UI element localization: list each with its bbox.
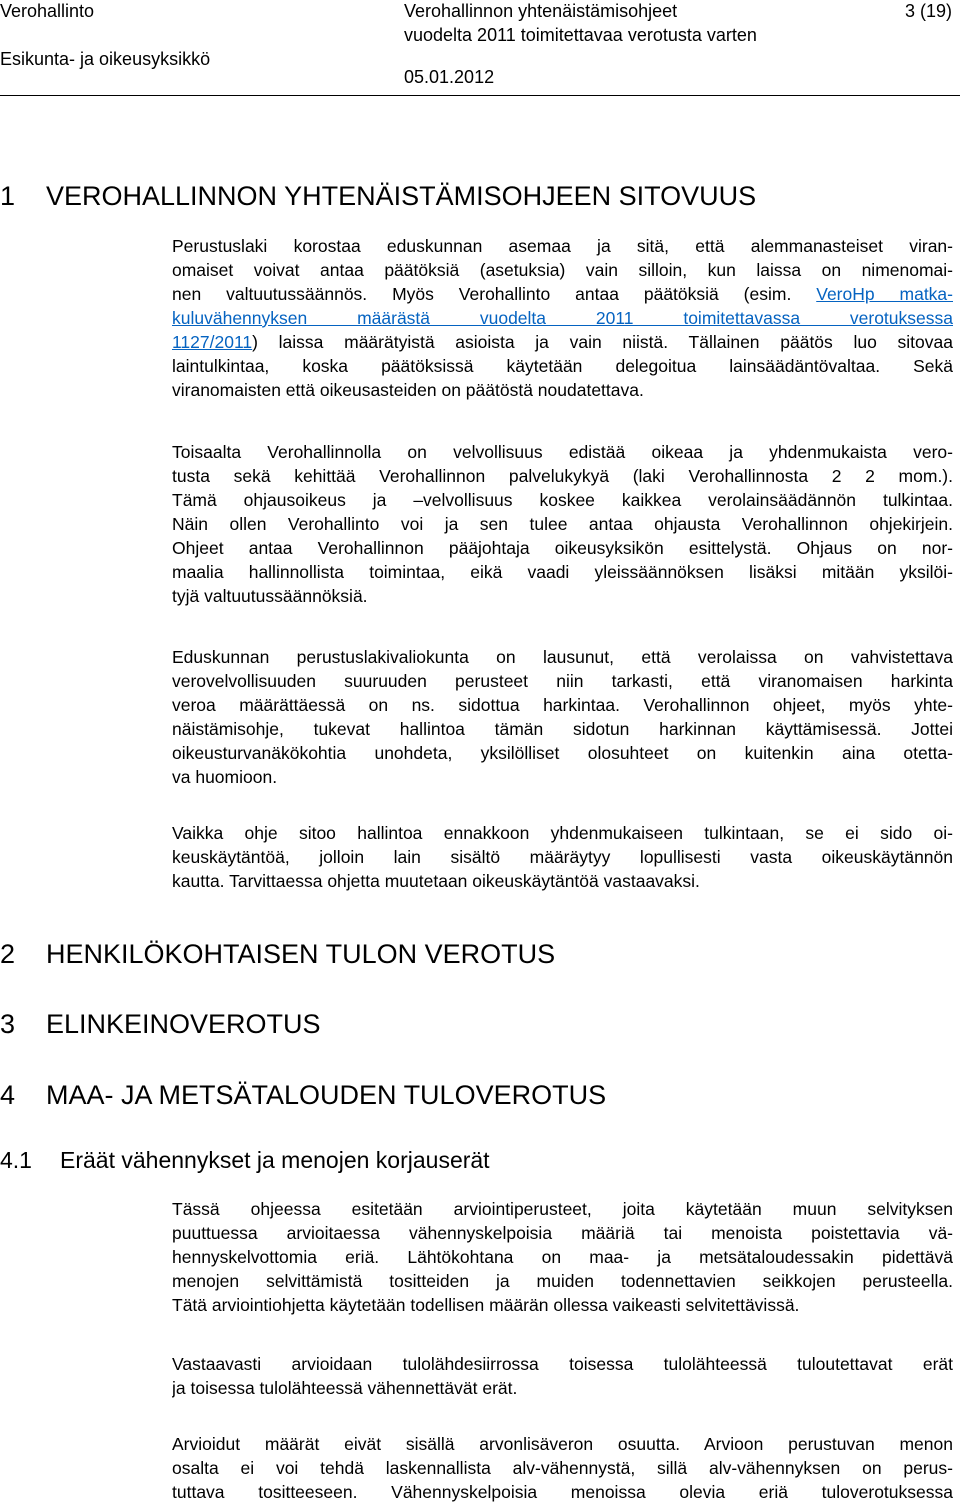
text-line: Toisaalta Verohallinnolla on velvollisuus edistää oikeaa ja yhdenmukaista vero- <box>172 442 953 462</box>
section-title: MAA- JA METSÄTALOUDEN TULOVEROTUS <box>46 1080 607 1110</box>
section-1-paragraph-2 <box>172 440 953 608</box>
text-line <box>172 306 953 330</box>
section-1-heading <box>0 180 756 212</box>
section-number: 4 <box>0 1080 16 1110</box>
section-1-paragraph-3 <box>172 645 953 789</box>
section-3-heading <box>0 1008 321 1040</box>
header-unit: Esikunta- ja oikeusyksikkö <box>0 49 211 69</box>
header-doc-subtitle: vuodelta 2011 toimitettavaa verotusta varten <box>404 25 757 45</box>
text-line: Tämä ohjausoikeus ja –velvollisuus koskee kaikkea verolainsäädännön tulkintaa. <box>172 490 953 510</box>
text-line: keuskäytäntöä, jolloin lain sisältö määräytyy lopullisesti vasta oikeuskäytännön <box>172 847 953 867</box>
section-title: Eräät vähennykset ja menojen korjauserät <box>60 1147 490 1173</box>
text-line: hennyskelvottomia eriä. Lähtökohtana on maa- ja metsätaloudessakin pidettävä <box>172 1247 953 1267</box>
text-line: näistämisohje, tukevat hallintoa tämän sidotun harkinnan käyttämisessä. Jottei <box>172 719 953 739</box>
header-org: Verohallinto <box>0 1 95 21</box>
section-4-1-paragraph-2 <box>172 1352 953 1400</box>
text-line: va huomioon. <box>172 767 278 787</box>
text-line: oikeusturvanäkökohtia unohdeta, yksilölliset olosuhteet on kuitenkin aina otetta- <box>172 743 953 763</box>
text-line: Vaikka ohje sitoo hallintoa ennakkoon yhdenmukaiseen tulkintaan, se ei sido oi- <box>172 823 953 843</box>
veroHp-decision-link[interactable]: VeroHp matka- <box>816 284 953 304</box>
text-segment: ) laissa määrätyistä asioista ja vain niistä. Tällainen päätös luo sitovaa <box>252 332 953 352</box>
text-line: Tässä ohjeessa esitetään arviointiperusteet, joita käytetään muun selvityksen <box>172 1199 953 1219</box>
veroHp-decision-link-cont[interactable]: kuluvähennyksen määrästä vuodelta 2011 toimitettavassa verotuksessa <box>172 308 953 328</box>
text-line: puuttuessa arvioitaessa vähennyskelpoisia määriä tai menoista poistettavia vä- <box>172 1223 953 1243</box>
section-4-1-paragraph-1 <box>172 1197 953 1317</box>
section-number: 1 <box>0 181 16 211</box>
text-line: Näin ollen Verohallinto voi ja sen tulee antaa ohjausta Verohallinnon ohjekirjein. <box>172 514 953 534</box>
text-line: osalta ei voi tehdä laskennallista alv-vähennystä, sillä alv-vähennyksen on perus- <box>172 1458 953 1478</box>
text-line <box>172 330 953 354</box>
section-4-1-heading <box>0 1146 490 1174</box>
text-line: verovelvollisuuden suuruuden perusteet niin tarkasti, että viranomaisen harkinta <box>172 671 953 691</box>
text-line: tusta sekä kehittää Verohallinnon palvelukykyä (laki Verohallinnosta 2 2 mom.). <box>172 466 953 486</box>
header-rule <box>0 95 960 96</box>
text-line: veroa määrättäessä on ns. sidottua harkintaa. Verohallinnon ohjeet, myös yhte- <box>172 695 953 715</box>
section-number: 2 <box>0 939 16 969</box>
text-line: Vastaavasti arvioidaan tulolähdesiirrossa toisessa tulolähteessä tuloutettavat erät <box>172 1354 953 1374</box>
text-line: omaiset voivat antaa päätöksiä (asetuksia) vain silloin, kun laissa on nimenomai- <box>172 260 953 280</box>
section-2-heading <box>0 938 555 970</box>
text-line: kautta. Tarvittaessa ohjetta muutetaan oikeuskäytäntöä vastaavaksi. <box>172 871 700 891</box>
text-line: viranomaisten että oikeusasteiden on päätöstä noudatettava. <box>172 380 644 400</box>
section-4-heading <box>0 1079 606 1111</box>
section-4-1-paragraph-3 <box>172 1432 953 1504</box>
text-line <box>172 282 953 306</box>
section-title: VEROHALLINNON YHTENÄISTÄMISOHJEEN SITOVUUS <box>46 181 757 211</box>
section-title: HENKILÖKOHTAISEN TULON VEROTUS <box>46 939 556 969</box>
header-date: 05.01.2012 <box>404 67 495 87</box>
page-number: 3 (19) <box>904 1 952 21</box>
text-line: Tätä arviointiohjetta käytetään todellisen määrän ollessa vaikeasti selvitettävissä. <box>172 1295 800 1315</box>
text-segment: nen valtuutussäännös. Myös Verohallinto antaa päätöksiä (esim. <box>172 284 817 304</box>
text-line: laintulkintaa, koska päätöksissä käytetään delegoitua lainsäädäntövaltaa. Sekä <box>172 356 953 376</box>
text-line: tuttava tositteeseen. Vähennyskelpoisia menoissa olevia eriä tuloverotuksessa <box>172 1482 953 1502</box>
section-number: 3 <box>0 1009 16 1039</box>
section-1-paragraph-4 <box>172 821 953 893</box>
decision-number-link[interactable]: 1127/2011 <box>172 332 253 352</box>
text-line: Ohjeet antaa Verohallinnon pääjohtaja oikeusyksikön esittelystä. Ohjaus on nor- <box>172 538 953 558</box>
text-line: ja toisessa tulolähteessä vähennettävät erät. <box>172 1378 518 1398</box>
text-line: maalia hallinnollista toimintaa, eikä vaadi yleissäännöksen lisäksi mitään yksilöi- <box>172 562 953 582</box>
text-line: Arvioidut määrät eivät sisällä arvonlisäveron osuutta. Arvioon perustuvan menon <box>172 1434 953 1454</box>
header-doc-title: Verohallinnon yhtenäistämisohjeet <box>404 1 678 21</box>
text-line: tyjä valtuutussäännöksiä. <box>172 586 368 606</box>
section-number: 4.1 <box>0 1147 32 1173</box>
text-line: Eduskunnan perustuslakivaliokunta on lausunut, että verolaissa on vahvistettava <box>172 647 953 667</box>
text-line: menojen selvittämistä tositteiden ja muiden todennettavien seikkojen perusteella. <box>172 1271 953 1291</box>
text-line: Perustuslaki korostaa eduskunnan asemaa ja sitä, että alemmanasteiset viran- <box>172 236 953 256</box>
section-1-paragraph-1 <box>172 234 953 402</box>
section-title: ELINKEINOVEROTUS <box>46 1009 321 1039</box>
